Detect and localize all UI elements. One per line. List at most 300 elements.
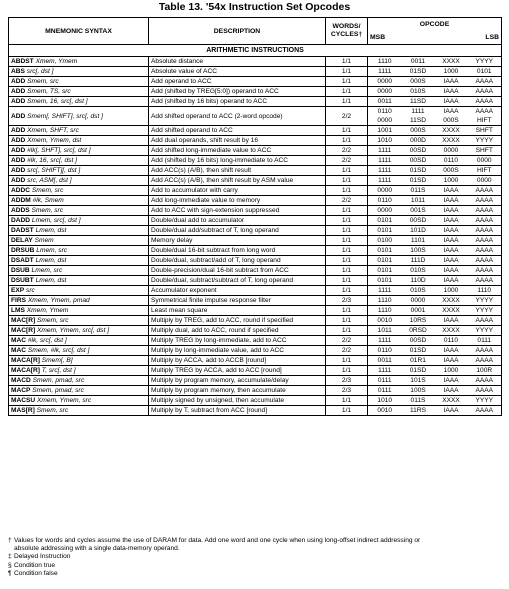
footnote: [8, 537, 501, 545]
opcode-nibble-cell: 1111: [368, 176, 402, 186]
opcode-nibble-cell: 1001: [368, 126, 402, 136]
mnemonic-keyword: ADD: [11, 112, 26, 120]
opcode-nibble-cell: 01SD: [402, 176, 435, 186]
opcode-nibble-cell: IAAA: [435, 376, 468, 386]
mnemonic-cell: [9, 186, 149, 196]
opcode-nibble-cell: 00SD: [402, 336, 435, 346]
opcode-nibble-cell: AAAA: [468, 97, 502, 107]
table-row: [9, 67, 502, 77]
words-cycles-cell: 1/1: [326, 126, 368, 136]
mnemonic-keyword: FIRS: [11, 297, 27, 304]
opcode-nibble-cell: 1111: [368, 146, 402, 156]
table-row: [9, 206, 502, 216]
description-cell: Accumulator exponent: [149, 286, 326, 296]
mnemonic-cell: [9, 246, 149, 256]
opcode-nibble-cell: 1111: [368, 67, 402, 77]
opcode-nibble-cell: 0101: [368, 216, 402, 226]
opcode-nibble-cell: 01SD: [402, 67, 435, 77]
mnemonic-cell: [9, 166, 149, 176]
section-heading: ARITHMETIC INSTRUCTIONS: [9, 45, 502, 57]
header-msb: MSB: [368, 31, 402, 45]
mnemonic-keyword: DADST: [11, 227, 34, 234]
table-row: [9, 246, 502, 256]
table-row: [9, 216, 502, 226]
mnemonic-operands: Lmem, dst: [35, 277, 67, 284]
opcode-nibble-cell: 010S: [402, 87, 435, 97]
words-cycles-cell: 1/1: [326, 256, 368, 266]
opcode-nibble-cell: 0101: [368, 276, 402, 286]
words-cycles-cell: 1/1: [326, 266, 368, 276]
table-row: [9, 156, 502, 166]
opcode-nibble-cell: IAAA: [435, 97, 468, 107]
description-cell: Memory delay: [149, 236, 326, 246]
mnemonic-cell: [9, 107, 149, 126]
opcode-nibble-cell: 0010: [368, 316, 402, 326]
mnemonic-keyword: DADD: [11, 217, 31, 224]
opcode-nibble-cell: 010S: [402, 286, 435, 296]
description-cell: Multiply by T, subtract from ACC [round]: [149, 406, 326, 416]
mnemonic-cell: [9, 216, 149, 226]
opcode-nibble-cell: 0110 0000: [368, 107, 402, 126]
words-cycles-cell: 1/1: [326, 326, 368, 336]
mnemonic-cell: [9, 306, 149, 316]
opcode-nibble-cell: 0101: [368, 246, 402, 256]
mnemonic-operands: Xmem, SHFT, src: [27, 127, 79, 134]
mnemonic-operands: Lmem, dst: [35, 257, 67, 264]
opcode-nibble-cell: 1101: [402, 236, 435, 246]
opcode-nibble-cell: 11RS: [402, 406, 435, 416]
table-row: [9, 87, 502, 97]
table-row: [9, 236, 502, 246]
mnemonic-cell: [9, 326, 149, 336]
mnemonic-cell: [9, 97, 149, 107]
mnemonic-cell: [9, 386, 149, 396]
mnemonic-operands: src[, SHIFT][, dst ]: [27, 167, 81, 174]
mnemonic-keyword: ADDS: [11, 207, 30, 214]
mnemonic-keyword: MAC: [11, 347, 27, 354]
opcode-nibble-cell: SHFT: [468, 126, 502, 136]
table-row: [9, 366, 502, 376]
mnemonic-cell: [9, 296, 149, 306]
mnemonic-operands: Xmem, Ymem: [26, 307, 69, 314]
words-cycles-cell: 1/1: [326, 286, 368, 296]
words-cycles-cell: 1/1: [326, 316, 368, 326]
description-cell: Add (shifted by 16 bits) operand to ACC: [149, 97, 326, 107]
opcode-nibble-cell: 0010: [368, 406, 402, 416]
footnote: [8, 570, 501, 578]
footnote-text: Condition false: [14, 569, 58, 577]
opcode-nibble-cell: YYYY: [468, 396, 502, 406]
words-cycles-cell: 1/1: [326, 186, 368, 196]
description-cell: Add shifted long-immediate value to ACC: [149, 146, 326, 156]
opcode-nibble-cell: 0000: [468, 176, 502, 186]
opcode-table: [8, 17, 502, 416]
opcode-nibble-cell: YYYY: [468, 57, 502, 67]
words-cycles-cell: 1/1: [326, 366, 368, 376]
table-row: [9, 286, 502, 296]
mnemonic-operands: Smem, pmad, src: [32, 387, 84, 394]
mnemonic-cell: [9, 276, 149, 286]
words-cycles-cell: 1/1: [326, 136, 368, 146]
opcode-nibble-cell: 000S: [402, 126, 435, 136]
opcode-nibble-cell: 111D: [402, 256, 435, 266]
mnemonic-keyword: ADD: [11, 127, 26, 134]
words-cycles-cell: 1/1: [326, 176, 368, 186]
opcode-nibble-cell: 01SD: [402, 346, 435, 356]
words-cycles-cell: 1/1: [326, 226, 368, 236]
mnemonic-cell: [9, 286, 149, 296]
opcode-nibble-cell: 0101: [368, 266, 402, 276]
words-cycles-cell: 2/2: [326, 156, 368, 166]
mnemonic-cell: [9, 126, 149, 136]
mnemonic-keyword: ADD: [11, 137, 26, 144]
mnemonic-cell: [9, 336, 149, 346]
mnemonic-cell: [9, 316, 149, 326]
words-cycles-cell: 1/1: [326, 67, 368, 77]
description-cell: Multiply by ACCA, add to ACCB [round]: [149, 356, 326, 366]
mnemonic-cell: [9, 346, 149, 356]
opcode-nibble-cell: 1110: [368, 57, 402, 67]
opcode-nibble-cell: XXXX: [435, 126, 468, 136]
opcode-nibble-cell: IAAA: [435, 216, 468, 226]
description-cell: Absolute distance: [149, 57, 326, 67]
opcode-nibble-cell: IAAA: [435, 406, 468, 416]
footnote: [8, 562, 501, 570]
mnemonic-operands: Smem, src: [37, 317, 69, 324]
mnemonic-operands: Xmem, Ymem, src[, dst ]: [37, 327, 110, 334]
opcode-nibble-cell: 1111: [368, 156, 402, 166]
mnemonic-operands: Lmem, src: [36, 247, 68, 254]
table-row: [9, 266, 502, 276]
words-cycles-cell: 1/1: [326, 166, 368, 176]
table-row: [9, 97, 502, 107]
opcode-nibble-cell: 101D: [402, 226, 435, 236]
words-cycles-cell: 2/2: [326, 146, 368, 156]
table-row: [9, 396, 502, 406]
opcode-nibble-cell: IAAA: [435, 256, 468, 266]
opcode-nibble-cell: IAAA: [435, 186, 468, 196]
opcode-nibble-cell: 0000: [368, 87, 402, 97]
header-words-cycles-line1: WORDS/: [332, 23, 361, 30]
mnemonic-keyword: ADD: [11, 157, 26, 164]
opcode-nibble-cell: XXXX: [435, 136, 468, 146]
mnemonic-cell: [9, 376, 149, 386]
opcode-nibble-cell: AAAA: [468, 386, 502, 396]
opcode-nibble-cell: AAAA: [468, 276, 502, 286]
mnemonic-operands: #lk, Smem: [32, 197, 64, 204]
mnemonic-cell: [9, 226, 149, 236]
opcode-nibble-cell: YYYY: [468, 306, 502, 316]
header-lsb: LSB: [468, 31, 502, 45]
description-cell: Double/dual, subtract/subtract of T, long operand: [149, 276, 326, 286]
mnemonic-cell: [9, 256, 149, 266]
opcode-nibble-cell: AAAA: [468, 236, 502, 246]
description-cell: Multiply TREG by long-immediate, add to ACC: [149, 336, 326, 346]
opcode-nibble-cell: IAAA: [435, 206, 468, 216]
opcode-nibble-cell: 0111: [368, 376, 402, 386]
opcode-nibble-cell: AAAA: [468, 266, 502, 276]
mnemonic-keyword: MACD: [11, 377, 31, 384]
opcode-nibble-cell: IAAA: [435, 346, 468, 356]
mnemonic-operands: Smem: [34, 237, 54, 244]
mnemonic-operands: Lmem, dst: [35, 227, 67, 234]
mnemonic-keyword: ADDM: [11, 197, 31, 204]
description-cell: Multiply TREG by ACCA, add to ACC [round]: [149, 366, 326, 376]
mnemonic-cell: [9, 67, 149, 77]
mnemonic-operands: Smem, TS, src: [27, 88, 71, 95]
table-row: [9, 126, 502, 136]
opcode-nibble-cell: 001S: [402, 206, 435, 216]
mnemonic-keyword: EXP: [11, 287, 25, 294]
mnemonic-operands: Lmem, src[, dst ]: [31, 217, 81, 224]
opcode-nibble-cell: AAAA: [468, 376, 502, 386]
opcode-nibble-cell: 0101: [468, 67, 502, 77]
opcode-nibble-cell: AAAA: [468, 406, 502, 416]
words-cycles-cell: 1/1: [326, 216, 368, 226]
description-cell: Add ACC(s) (A/B), then shift result: [149, 166, 326, 176]
opcode-nibble-cell: XXXX: [435, 57, 468, 67]
words-cycles-cell: 1/1: [326, 77, 368, 87]
header-words-cycles-line2: CYCLES†: [330, 31, 363, 38]
opcode-nibble-cell: 110D: [402, 276, 435, 286]
description-cell: Absolute value of ACC: [149, 67, 326, 77]
opcode-nibble-cell: 101S: [402, 376, 435, 386]
mnemonic-operands: Smem, #lk, src[, dst ]: [27, 347, 90, 354]
description-cell: Multiply by long-immediate value, add to ACC: [149, 346, 326, 356]
words-cycles-cell: 1/1: [326, 246, 368, 256]
opcode-nibble-cell: XXXX: [435, 326, 468, 336]
mnemonic-operands: Xmem, Ymem, src: [37, 397, 92, 404]
header-opcode: OPCODE: [368, 18, 502, 32]
table-row: [9, 107, 502, 126]
mnemonic-operands: Smem, 16, src[, dst ]: [27, 98, 88, 105]
description-cell: Double-precision/dual 16-bit subtract from ACC: [149, 266, 326, 276]
opcode-nibble-cell: 100R: [468, 366, 502, 376]
description-cell: Symmetrical finite impulse response filter: [149, 296, 326, 306]
mnemonic-operands: Xmem, Ymem: [35, 58, 78, 65]
opcode-nibble-cell: 0011: [402, 57, 435, 67]
opcode-nibble-cell: XXXX: [435, 296, 468, 306]
words-cycles-cell: 1/1: [326, 356, 368, 366]
mnemonic-operands: Smem, src: [31, 207, 64, 214]
mnemonic-operands: #lk, src[, dst ]: [27, 337, 67, 344]
opcode-nibble-cell: 0000: [402, 296, 435, 306]
opcode-nibble-cell: 000D: [402, 136, 435, 146]
table-row: [9, 386, 502, 396]
opcode-nibble-cell: AAAA: [468, 77, 502, 87]
opcode-nibble-cell: IAAA: [435, 386, 468, 396]
mnemonic-keyword: DELAY: [11, 237, 33, 244]
mnemonic-operands: Smem[, B]: [41, 357, 73, 364]
mnemonic-keyword: DSUB: [11, 267, 30, 274]
table-row: [9, 276, 502, 286]
opcode-nibble-cell: 011S: [402, 186, 435, 196]
opcode-nibble-cell: 11SD: [402, 97, 435, 107]
words-cycles-cell: 2/2: [326, 336, 368, 346]
words-cycles-cell: 1/1: [326, 236, 368, 246]
table-row: [9, 186, 502, 196]
words-cycles-cell: 2/2: [326, 346, 368, 356]
mnemonic-operands: Xmem, Ymem, dst: [27, 137, 82, 144]
opcode-nibble-cell: 0000: [468, 156, 502, 166]
opcode-nibble-cell: 1111: [368, 366, 402, 376]
opcode-nibble-cell: 0000: [368, 206, 402, 216]
opcode-nibble-cell: IAAA 000S: [435, 107, 468, 126]
opcode-nibble-cell: 1110: [468, 286, 502, 296]
opcode-nibble-cell: AAAA: [468, 226, 502, 236]
opcode-nibble-cell: 0110: [435, 156, 468, 166]
footnote-symbol: †: [8, 537, 12, 544]
mnemonic-cell: [9, 266, 149, 276]
opcode-nibble-cell: 100S: [402, 246, 435, 256]
opcode-nibble-cell: IAAA: [435, 246, 468, 256]
mnemonic-operands: src, ASM[, dst ]: [27, 177, 72, 184]
opcode-nibble-cell: 010S: [402, 266, 435, 276]
opcode-nibble-cell: AAAA: [468, 246, 502, 256]
mnemonic-cell: [9, 87, 149, 97]
table-row: [9, 356, 502, 366]
mnemonic-cell: [9, 206, 149, 216]
opcode-nibble-cell: IAAA: [435, 356, 468, 366]
opcode-nibble-cell: 0000: [435, 146, 468, 156]
mnemonic-keyword: MAC[R]: [11, 327, 36, 334]
opcode-nibble-cell: 0000: [368, 186, 402, 196]
opcode-nibble-cell: 000S: [402, 77, 435, 87]
opcode-nibble-cell: 011S: [402, 396, 435, 406]
opcode-nibble-cell: YYYY: [468, 326, 502, 336]
opcode-nibble-cell: IAAA: [435, 276, 468, 286]
words-cycles-cell: 2/3: [326, 376, 368, 386]
description-cell: Add dual operands, shift result by 16: [149, 136, 326, 146]
mnemonic-keyword: ADD: [11, 98, 26, 105]
footnote-text: Delayed Instruction: [14, 553, 71, 561]
mnemonic-cell: [9, 77, 149, 87]
mnemonic-cell: [9, 356, 149, 366]
opcode-nibble-cell: 100S: [402, 386, 435, 396]
opcode-nibble-cell: 0110: [368, 346, 402, 356]
description-cell: Double/dual add to accumulator: [149, 216, 326, 226]
description-cell: Multiply dual, add to ACC, round if specified: [149, 326, 326, 336]
opcode-nibble-cell: 0110: [368, 196, 402, 206]
opcode-nibble-cell: 0101: [368, 256, 402, 266]
opcode-nibble-cell: 0111: [368, 386, 402, 396]
mnemonic-keyword: MACSU: [11, 397, 36, 404]
mnemonic-keyword: MAC: [11, 337, 27, 344]
footnote-symbol: ‡: [8, 553, 12, 561]
table-row: [9, 176, 502, 186]
mnemonic-keyword: LMS: [11, 307, 25, 314]
header-description: DESCRIPTION: [149, 18, 326, 45]
mnemonic-keyword: ABS: [11, 68, 25, 75]
table-row: [9, 226, 502, 236]
table-row: [9, 346, 502, 356]
opcode-nibble-cell: 1111 11SD: [402, 107, 435, 126]
description-cell: Add shifted operand to ACC (2-word opcode): [149, 107, 326, 126]
mnemonic-keyword: ADD: [11, 78, 26, 85]
opcode-nibble-cell: AAAA: [468, 216, 502, 226]
words-cycles-cell: 1/1: [326, 306, 368, 316]
opcode-nibble-cell: 1000: [435, 286, 468, 296]
opcode-nibble-cell: XXXX: [435, 396, 468, 406]
mnemonic-operands: Smem, src: [36, 407, 69, 414]
table-row: [9, 256, 502, 266]
table-row: [9, 77, 502, 87]
table-row: [9, 166, 502, 176]
table-body: [9, 45, 502, 416]
opcode-nibble-cell: YYYY: [468, 136, 502, 146]
opcode-nibble-cell: AAAA HIFT: [468, 107, 502, 126]
table-row: [9, 336, 502, 346]
mnemonic-keyword: DRSUB: [11, 247, 35, 254]
table-row: [9, 196, 502, 206]
mnemonic-operands: Lmem, src: [31, 267, 63, 274]
opcode-nibble-cell: IAAA: [435, 226, 468, 236]
description-cell: Add (shifted by 16 bits) long-immediate to ACC: [149, 156, 326, 166]
opcode-nibble-cell: IAAA: [435, 87, 468, 97]
opcode-nibble-cell: 0110: [435, 336, 468, 346]
opcode-nibble-cell: 1111: [368, 286, 402, 296]
mnemonic-cell: [9, 156, 149, 166]
opcode-nibble-cell: 1000: [435, 176, 468, 186]
table-row: [9, 406, 502, 416]
opcode-nibble-cell: 00SD: [402, 156, 435, 166]
opcode-nibble-cell: 01SD: [402, 166, 435, 176]
table-row: [9, 146, 502, 156]
mnemonic-cell: [9, 176, 149, 186]
opcode-nibble-cell: 0011: [368, 97, 402, 107]
mnemonic-keyword: ADD: [11, 147, 26, 154]
table-row: [9, 57, 502, 67]
opcode-nibble-cell: SHFT: [468, 146, 502, 156]
description-cell: Add to accumulator with carry: [149, 186, 326, 196]
description-cell: Multiply by program memory, then accumulate: [149, 386, 326, 396]
opcode-nibble-cell: IAAA: [435, 236, 468, 246]
description-cell: Double/dual 16-bit subtract from long word: [149, 246, 326, 256]
footnote-text: Condition true: [14, 561, 56, 569]
opcode-nibble-cell: AAAA: [468, 196, 502, 206]
description-cell: Add long-immediate value to memory: [149, 196, 326, 206]
opcode-nibble-cell: 1010: [368, 136, 402, 146]
opcode-nibble-cell: 1011: [368, 326, 402, 336]
opcode-nibble-cell: HIFT: [468, 166, 502, 176]
mnemonic-keyword: MACA[R]: [11, 367, 40, 374]
mnemonic-operands: Xmem, Ymem, pmad: [27, 297, 90, 304]
opcode-nibble-cell: 1010: [368, 396, 402, 406]
opcode-nibble-cell: 1000: [435, 366, 468, 376]
mnemonic-keyword: ADD: [11, 177, 26, 184]
mnemonic-operands: Smem, src: [27, 78, 59, 85]
mnemonic-operands: src: [26, 287, 35, 294]
description-cell: Add shifted operand to ACC: [149, 126, 326, 136]
header-mnemonic: MNEMONIC SYNTAX: [9, 18, 149, 45]
mnemonic-operands: Smem, src: [31, 187, 64, 194]
mnemonic-keyword: MACP: [11, 387, 31, 394]
table-title: Table 13. '54x Instruction Set Opcodes: [158, 1, 351, 13]
mnemonic-cell: [9, 146, 149, 156]
opcode-nibble-cell: 0111: [468, 336, 502, 346]
opcode-nibble-cell: 00SD: [402, 146, 435, 156]
opcode-nibble-cell: 0101: [368, 226, 402, 236]
mnemonic-cell: [9, 406, 149, 416]
description-cell: Add to ACC with sign-extension suppressed: [149, 206, 326, 216]
footnote-text: absolute addressing with a single data-memory operand.: [14, 545, 180, 553]
footnote: [8, 545, 501, 553]
description-cell: Add operand to ACC: [149, 77, 326, 87]
words-cycles-cell: 1/1: [326, 87, 368, 97]
mnemonic-operands: Smem, pmad, src: [32, 377, 85, 384]
mnemonic-operands: Smem[, SHIFT], src[, dst ]: [27, 112, 103, 120]
footnote: [8, 553, 501, 561]
